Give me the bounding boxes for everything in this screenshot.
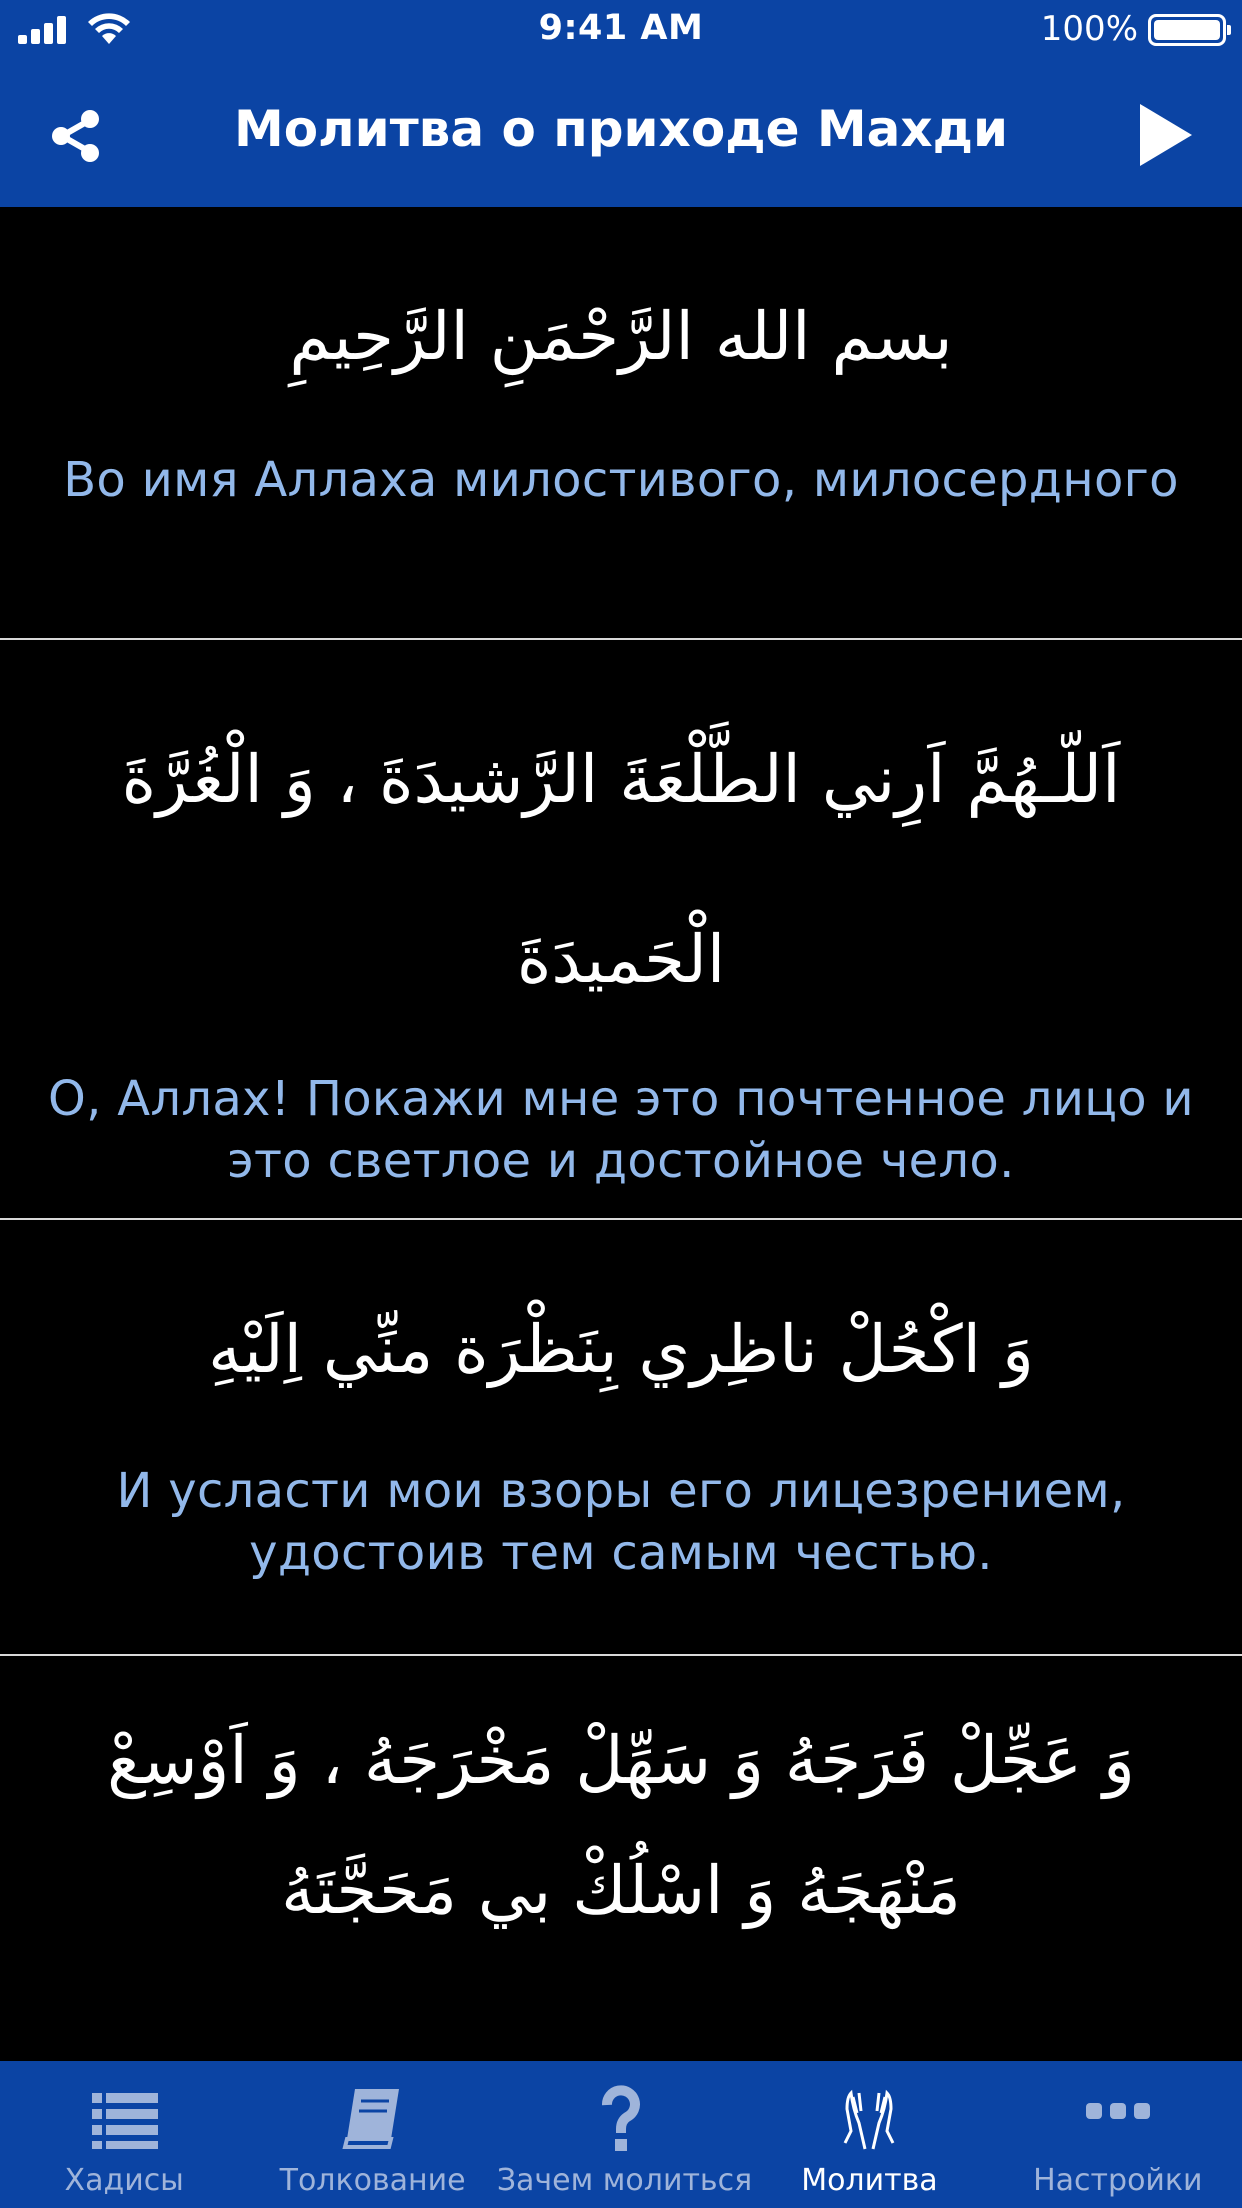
tab-commentary[interactable] [248, 2061, 496, 2208]
prayer-verse [0, 1220, 1242, 1656]
translation-text: И усласти мои взоры его лицезрением, удостоив тем самым честью. [116, 1463, 1126, 1581]
status-time: 9:41 AM [538, 8, 704, 48]
tab-why-pray[interactable] [496, 2061, 753, 2208]
tab-label: Молитва [801, 2163, 938, 2198]
nav-bar [0, 60, 1242, 207]
tab-prayer[interactable] [745, 2061, 993, 2208]
tab-hadiths[interactable] [0, 2061, 248, 2208]
more-icon [1078, 2083, 1158, 2153]
prayer-verse [0, 640, 1242, 1220]
top-bar [0, 0, 1242, 207]
prayer-content[interactable] [0, 207, 1242, 2061]
list-icon [84, 2083, 164, 2153]
arabic-text: اَللّـهُمَّ اَرِني الطَّلْعَةَ الرَّشيدَةَ ، وَ الْغُرَّةَ الْحَميدَةَ [121, 741, 1121, 998]
page-title: Молитва о приходе Махди [233, 100, 1009, 158]
battery-icon [1148, 14, 1226, 46]
arabic-text: بسم الله الرَّحْمَنِ الرَّحِيمِ [289, 298, 953, 375]
battery-percent: 100% [1040, 9, 1138, 49]
status-bar [0, 0, 1242, 60]
translation-text: Во имя Аллаха милостивого, милосердного [63, 452, 1179, 508]
book-icon [333, 2083, 413, 2153]
arabic-text: وَ اكْحُلْ ناظِري بِنَظْرَة منِّي اِلَيْهِ [208, 1311, 1034, 1388]
translation-text: О, Аллах! Покажи мне это почтенное лицо и это светлое и достойное чело. [48, 1071, 1194, 1189]
tab-label: Зачем молиться [496, 2163, 753, 2198]
question-icon [581, 2083, 661, 2153]
tab-label: Хадисы [64, 2163, 184, 2198]
tab-label: Настройки [1033, 2163, 1203, 2198]
arabic-text: وَ عَجِّلْ فَرَجَهُ وَ سَهِّلْ مَخْرَجَهُ ، وَ اَوْسِعْ مَنْهَجَهُ وَ اسْلُكْ بي مَحَجَّتَهُ [107, 1722, 1135, 1929]
praying-hands-icon [829, 2083, 909, 2153]
prayer-verse [0, 207, 1242, 640]
tab-bar [0, 2061, 1242, 2208]
prayer-verse [0, 1656, 1242, 2061]
tab-label: Толкование [279, 2163, 466, 2198]
play-icon[interactable] [1138, 102, 1194, 168]
tab-settings[interactable] [994, 2061, 1242, 2208]
share-icon[interactable] [48, 108, 104, 164]
